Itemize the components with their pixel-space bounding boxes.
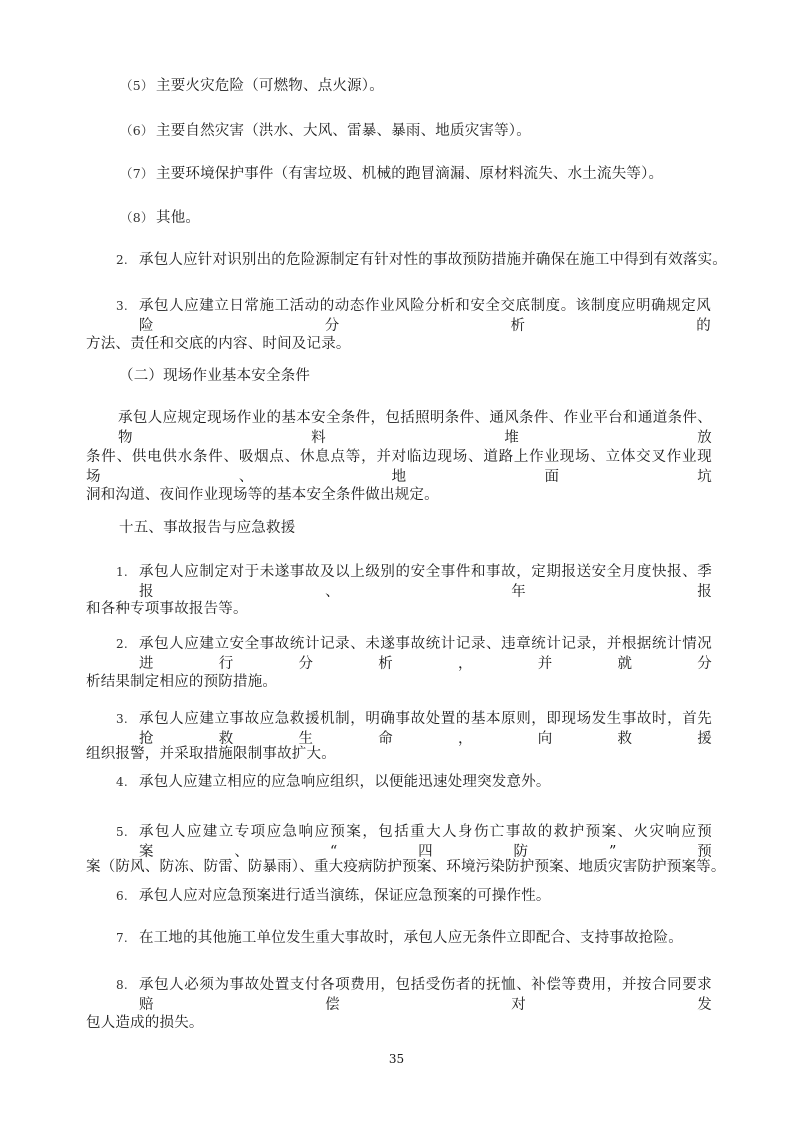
report-5-line-2: 案（防风、防冻、防雷、防暴雨）、重大疫病防护预案、环境污染防护预案、地质灾害防护预案等。: [86, 859, 726, 875]
report-1-number: 1.: [116, 565, 128, 579]
item-5-number: （5）: [120, 78, 154, 93]
item-7-number: （7）: [120, 166, 154, 181]
report-8-number: 8.: [116, 978, 128, 992]
report-8-line-2: 包人造成的损失。: [86, 1015, 204, 1031]
report-3-line-1: 承包人应建立事故应急救援机制，明确事故处置的基本原则，即现场发生事故时，首先抢救生命，向救援: [139, 711, 712, 747]
site-conditions-line-2: 条件、供电供水条件、吸烟点、休息点等，并对临边现场、道路上作业现场、立体交叉作业现场、地面坑: [86, 449, 712, 485]
item-7-text: 主要环境保护事件（有害垃圾、机械的跑冒滴漏、原材料流失、水土流失等）。: [156, 166, 664, 182]
report-6-number: 6.: [116, 889, 128, 903]
site-conditions-line-3: 洞和沟道、夜间作业现场等的基本安全条件做出规定。: [86, 487, 439, 503]
report-7-text: 在工地的其他施工单位发生重大事故时，承包人应无条件立即配合、支持事故抢险。: [139, 930, 683, 946]
report-3-number: 3.: [116, 712, 128, 726]
report-4-text: 承包人应建立相应的应急响应组织，以便能迅速处理突发意外。: [139, 774, 551, 790]
report-4-number: 4.: [116, 775, 128, 789]
report-5-line-1: 承包人应建立专项应急响应预案，包括重大人身伤亡事故的救护预案、火灾响应预案、“四防”预: [139, 824, 712, 860]
report-8-line-1: 承包人必须为事故处置支付各项费用，包括受伤者的抚恤、补偿等费用，并按合同要求赔偿对发: [139, 977, 712, 1013]
report-5-number: 5.: [116, 825, 128, 839]
para-2-text: 承包人应针对识别出的危险源制定有针对性的事故预防措施并确保在施工中得到有效落实。: [139, 252, 727, 268]
item-5-text: 主要火灾危险（可燃物、点火源）。: [156, 78, 384, 94]
item-8-text: 其他。: [156, 210, 201, 226]
site-conditions-line-1: 承包人应规定现场作业的基本安全条件，包括照明条件、通风条件、作业平台和通道条件、物料堆放: [118, 410, 712, 446]
report-1-line-1: 承包人应制定对于未遂事故及以上级别的安全事件和事故，定期报送安全月度快报、季报、年报: [139, 564, 712, 600]
section-heading-site-conditions: （二）现场作业基本安全条件: [119, 368, 311, 384]
report-1-line-2: 和各种专项事故报告等。: [86, 601, 248, 617]
para-2-number: 2.: [116, 253, 128, 267]
para-3-line-2: 方法、责任和交底的内容、时间及记录。: [86, 336, 351, 352]
section-heading-accident-reporting: 十五、事故报告与应急救援: [119, 520, 296, 536]
report-2-number: 2.: [116, 637, 128, 651]
para-3-number: 3.: [116, 299, 128, 313]
item-6-number: （6）: [120, 123, 154, 138]
para-3-line-1: 承包人应建立日常施工活动的动态作业风险分析和安全交底制度。该制度应明确规定风险分析的: [139, 298, 711, 334]
report-7-number: 7.: [116, 931, 128, 945]
report-6-text: 承包人应对应急预案进行适当演练，保证应急预案的可操作性。: [139, 888, 551, 904]
report-3-line-2: 组织报警，并采取措施限制事故扩大。: [86, 746, 336, 762]
page-number: 35: [388, 1052, 405, 1066]
item-6-text: 主要自然灾害（洪水、大风、雷暴、暴雨、地质灾害等）。: [156, 123, 531, 139]
report-2-line-1: 承包人应建立安全事故统计记录、未遂事故统计记录、违章统计记录，并根据统计情况进行分析，并就分: [139, 636, 712, 672]
report-2-line-2: 析结果制定相应的预防措施。: [86, 674, 278, 690]
item-8-number: （8）: [120, 210, 154, 225]
